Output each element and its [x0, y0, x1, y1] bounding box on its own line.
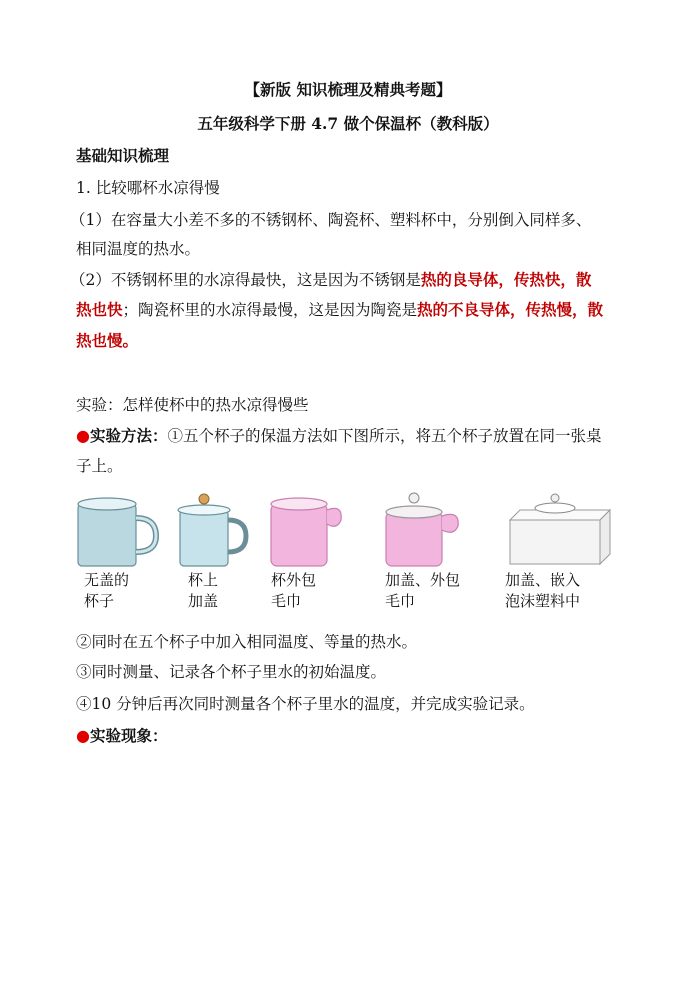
paragraph1-line2: 相同温度的热水。	[76, 240, 201, 258]
document-title: 【新版 知识梳理及精典考题】	[244, 80, 452, 99]
section-heading: 基础知识梳理	[76, 146, 170, 165]
paragraph2-highlight-b: 热也快	[76, 300, 123, 319]
cup-label-5	[505, 570, 580, 612]
method-label: 实验方法：	[89, 426, 168, 445]
cup-label-3-line1: 杯外包	[271, 571, 317, 589]
document-subtitle: 五年级科学下册 4.7 做个保温杯（教科版）	[197, 114, 499, 133]
paragraph1-line1: （1）在容量大小差不多的不锈钢杯、陶瓷杯、塑料杯中，分别倒入同样多、	[70, 211, 592, 229]
step4-text: ④10 分钟后再次同时测量各个杯子里水的温度，并完成实验记录。	[76, 695, 535, 713]
cup-with-lid-image	[172, 490, 252, 570]
bullet-icon: ●	[76, 726, 90, 745]
item1-title: 1. 比较哪杯水凉得慢	[76, 179, 220, 197]
cup-towel-image	[265, 490, 350, 570]
method-line1	[76, 426, 602, 446]
cup-label-2-line1: 杯上	[188, 571, 219, 589]
paragraph2-text-a: （2）不锈钢杯里的水凉得最快，这是因为不锈钢是	[70, 271, 421, 289]
cup-label-1	[84, 570, 129, 612]
cup-label-2-line2: 加盖	[188, 592, 219, 610]
cup-lid-towel-image	[380, 490, 470, 570]
experiment-title: 实验：怎样使杯中的热水凉得慢些	[76, 396, 309, 414]
method-text: ①五个杯子的保温方法如下图所示，将五个杯子放置在同一张桌	[167, 427, 602, 445]
paragraph2-highlight-d: 热也慢。	[76, 331, 139, 350]
cup-label-5-line1: 加盖、嵌入	[505, 571, 581, 589]
step3-text: ③同时测量、记录各个杯子里水的初始温度。	[76, 663, 387, 681]
paragraph2-line2	[76, 300, 603, 320]
paragraph2-highlight-c: 热的不良导体，传热慢，散	[417, 300, 604, 319]
cup-label-2	[188, 570, 218, 612]
phenomenon-line	[76, 726, 167, 746]
cup-label-4	[385, 570, 460, 612]
cup-label-3	[271, 570, 316, 612]
cup-label-3-line2: 毛巾	[271, 592, 302, 610]
cup-label-5-line2: 泡沫塑料中	[505, 592, 581, 610]
cup-label-1-line2: 杯子	[84, 592, 115, 610]
cup-no-lid-image	[72, 490, 162, 570]
method-line2: 子上。	[76, 457, 123, 475]
paragraph2-highlight-a: 热的良导体，传热快，散	[420, 270, 592, 289]
cup-label-4-line1: 加盖、外包	[385, 571, 461, 589]
paragraph2-text-b: ；陶瓷杯里的水凉得最慢，这是因为陶瓷是	[122, 301, 418, 319]
paragraph2-line1	[70, 270, 591, 290]
bullet-icon: ●	[76, 426, 90, 445]
cup-label-1-line1: 无盖的	[84, 571, 130, 589]
cup-label-4-line2: 毛巾	[385, 592, 416, 610]
phenomenon-label: 实验现象：	[89, 726, 168, 745]
cup-foam-box-image	[500, 490, 615, 570]
paragraph2-line3	[76, 331, 138, 351]
step2-text: ②同时在五个杯子中加入相同温度、等量的热水。	[76, 633, 418, 651]
